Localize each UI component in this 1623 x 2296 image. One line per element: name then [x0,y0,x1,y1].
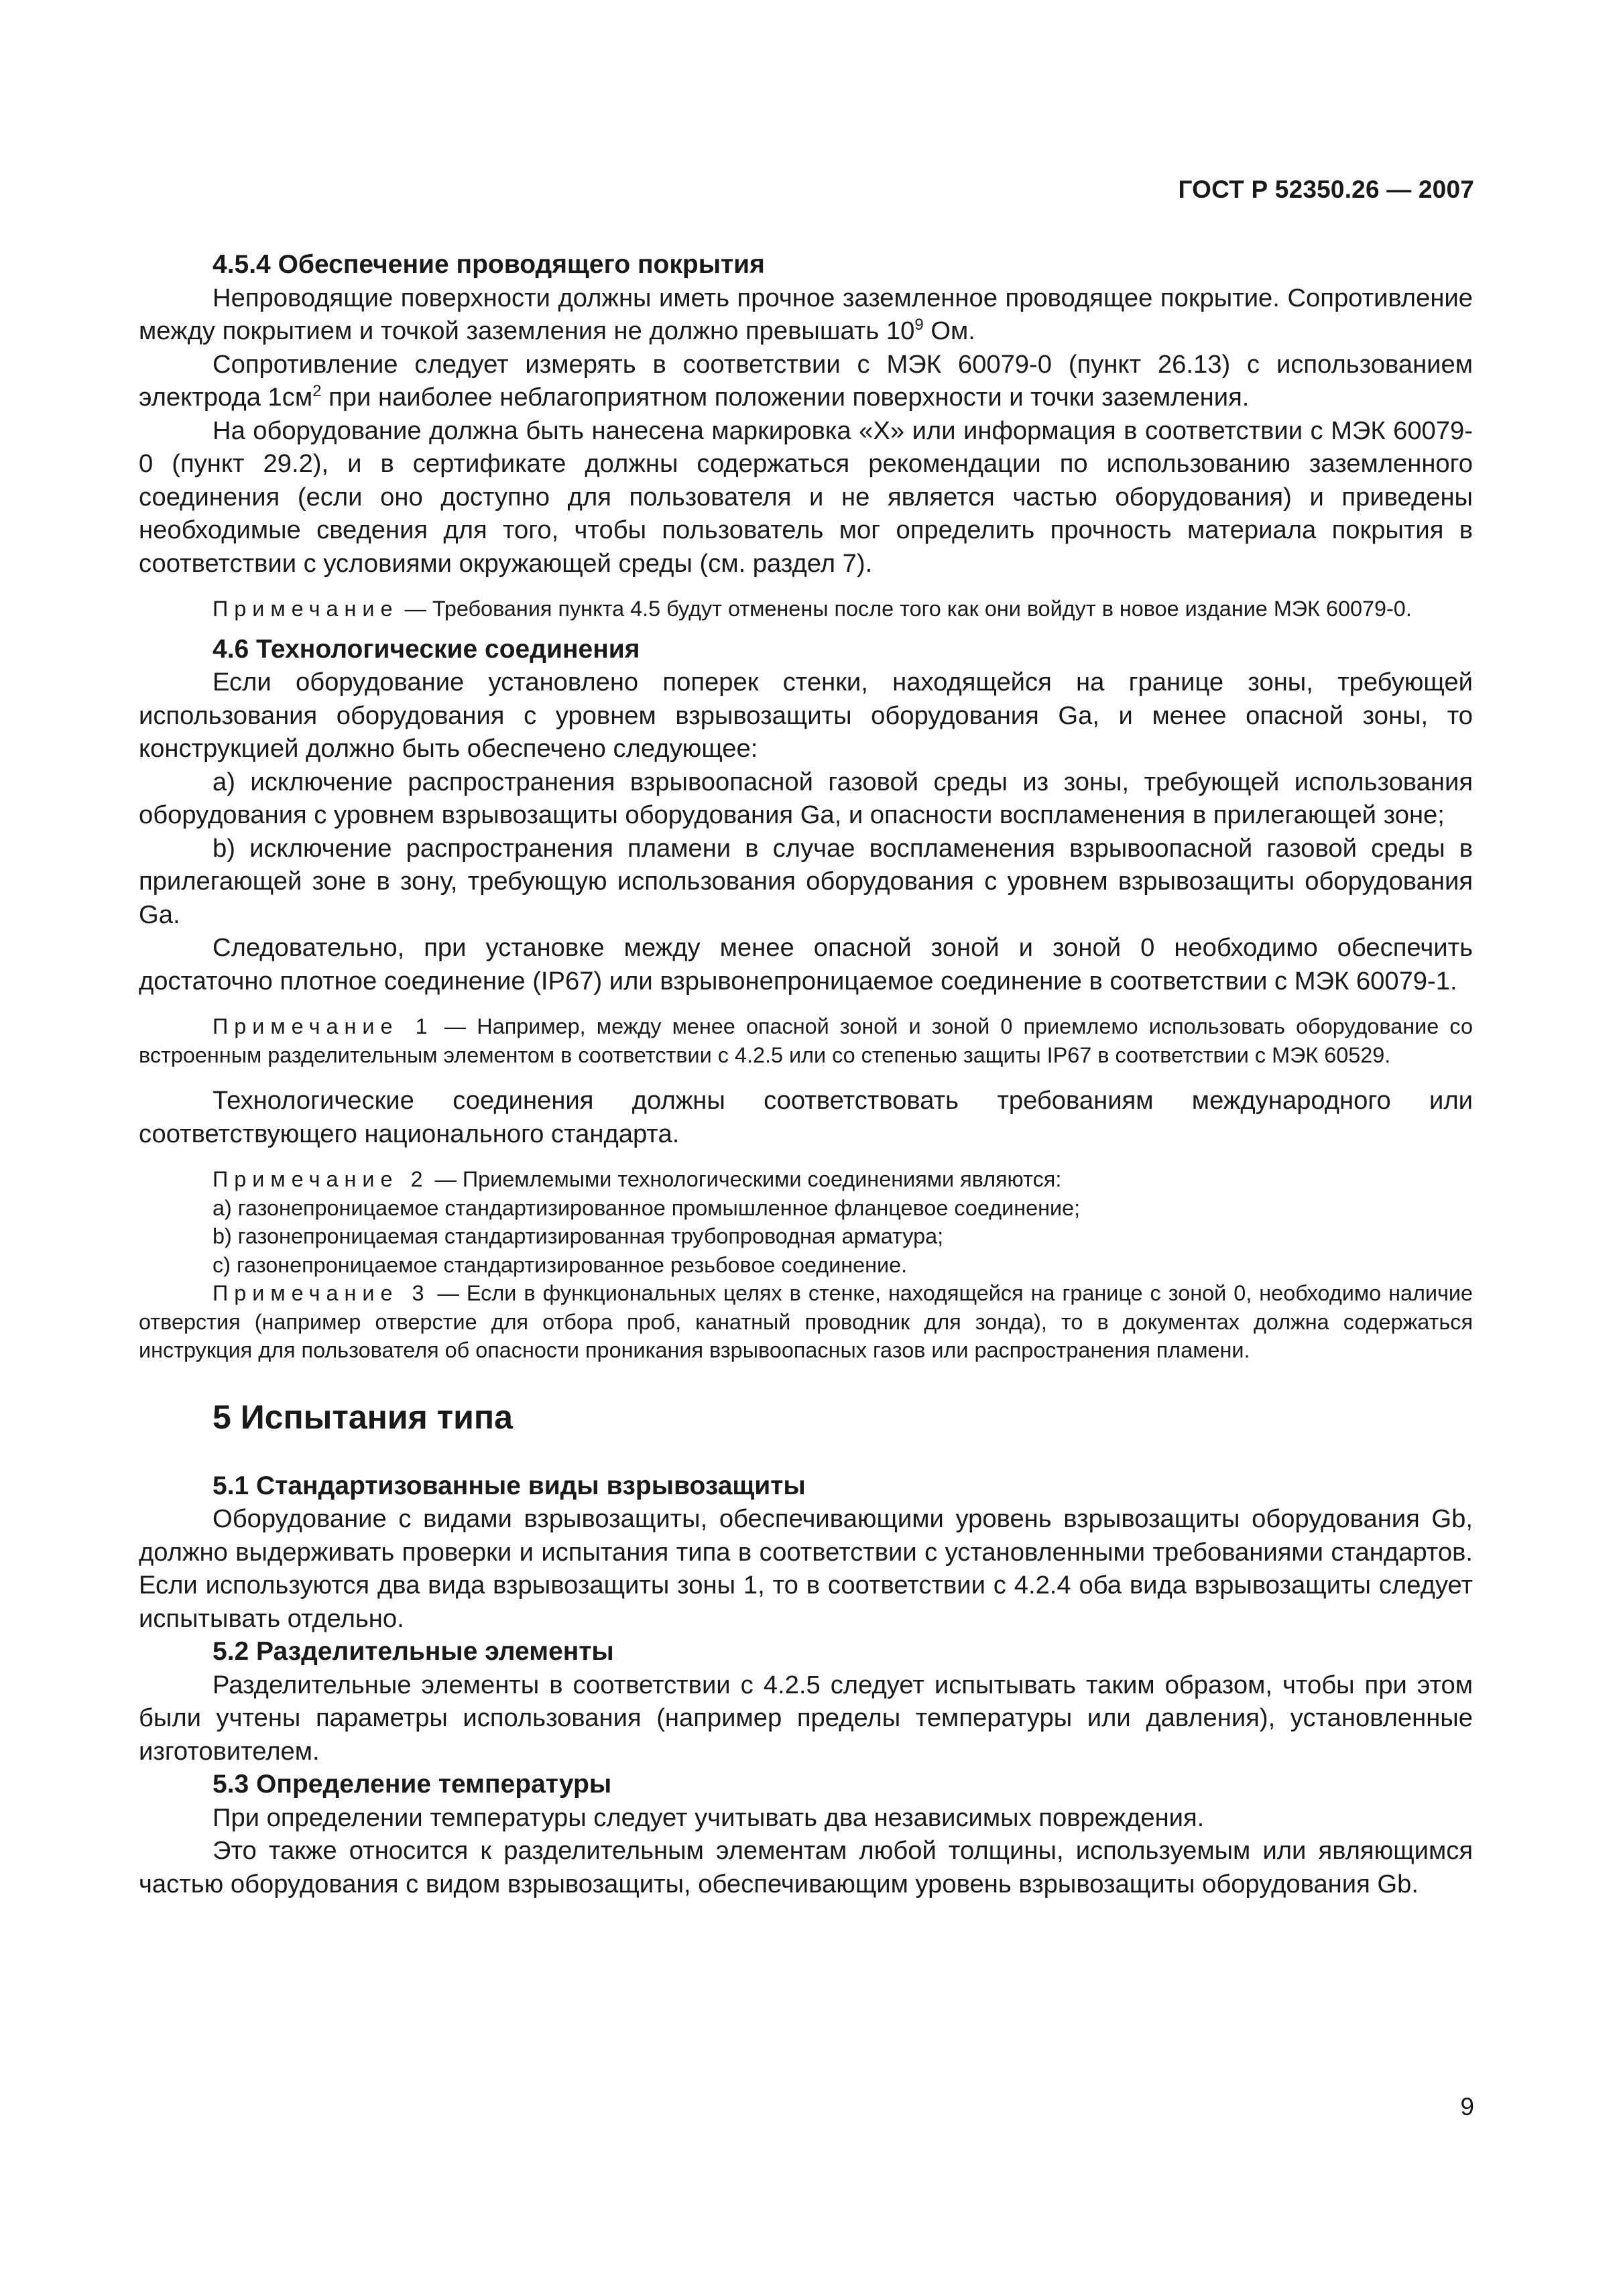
note-2-item-c: c) газонепроницаемое стандартизированное резьбовое соединение. [213,1252,908,1277]
section-5-2-title: 5.2 Разделительные элементы [213,1637,614,1666]
section-4-6-item-a: а) исключение распространения взрывоопасной газовой среды из зоны, требующей использования оборудования с уровнем взрывозащиты оборудования Ga, и опасности воспламенения в прилегающей зоне; [139,767,1473,829]
section-4-5-4-paragraph-1: Непроводящие поверхности должны иметь прочное заземленное проводящее покрытие. Сопротивление между покрытием и точкой заземления не должно превышать $10^9$ Ом. [139,283,1473,345]
note-1: Примечание 1 — Например, между менее опасной зоной и зоной 0 приемлемо использовать оборудование со встроенным разделительным элементом в соответствии с 4.2.5 или со степенью защиты IP67 в соответствии с МЭК 60529. [139,1014,1473,1067]
document-header: ГОСТ Р 52350.26 — 2007 [1178,176,1474,203]
section-4-6-title: 4.6 Технологические соединения [213,634,640,664]
section-4-6-paragraph-2: Следовательно, при установке между менее опасной зоной и зоной 0 необходимо обеспечить достаточно плотное соединение (IP67) или взрывонепроницаемое соединение в соответствии с МЭК 60079-1. [139,933,1473,995]
section-5-1-title: 5.1 Стандартизованные виды взрывозащиты [213,1471,806,1500]
section-5-title: 5 Испытания типа [213,1398,513,1436]
note-3: Примечание 3 — Если в функциональных целях в стенке, находящейся на границе с зоной 0, необходимо наличие отверстия (например отверстие для отбора проб, канатный проводник для зонда), то в документах должна содержаться инструкция для пользователя об опасности проникания взрывоопасных газов или распространения пламени. [139,1281,1473,1362]
note-2-item-b: b) газонепроницаемая стандартизированная трубопроводная арматура; [213,1224,944,1248]
section-4-5-4-paragraph-2: Сопротивление следует измерять в соответствии с МЭК 60079-0 (пункт 26.13) с использованием электрода $1см^2$ при наиболее неблагоприятном положении поверхности и точки заземления. [139,349,1473,412]
page-body [139,248,1473,1900]
section-4-6-paragraph-1: Если оборудование установлено поперек стенки, находящейся на границе зоны, требующей использования оборудования с уровнем взрывозащиты оборудования Ga, и менее опасной зоны, то конструкцией должно быть обеспечено следующее: [139,668,1473,763]
page-number: 9 [1460,2093,1474,2120]
section-5-3-title: 5.3 Определение температуры [213,1770,612,1799]
section-4-5-4-paragraph-3: На оборудование должна быть нанесена маркировка «X» или информация в соответствии с МЭК 60079-0 (пункт 29.2), и в сертификате должны содержаться рекомендации по использованию заземленного соединения (если оно доступно для пользователя и не является частью оборудования) и приведены необходимые сведения для того, чтобы пользователь мог определить прочность материала покрытия в соответствии с условиями окружающей среды (см. раздел 7). [139,416,1473,578]
note-2-item-a: a) газонепроницаемое стандартизированное промышленное фланцевое соединение; [213,1195,1081,1220]
section-5-3-paragraph-2: Это также относится к разделительным элементам любой толщины, используемым или являющимся частью оборудования с видом взрывозащиты, обеспечивающим уровень взрывозащиты оборудования Gb. [139,1836,1473,1898]
section-4-6-item-b: b) исключение распространения пламени в случае воспламенения взрывоопасной газовой среды в прилегающей зоне в зону, требующую использования оборудования с уровнем взрывозащиты оборудования Ga. [139,833,1473,929]
section-5-3-paragraph-1: При определении температуры следует учитывать два независимых повреждения. [213,1803,1205,1832]
section-4-5-4-title: 4.5.4 Обеспечение проводящего покрытия [213,250,765,279]
section-4-6-paragraph-3: Технологические соединения должны соответствовать требованиям международного или соответствующего национального стандарта. [139,1086,1473,1148]
section-5-1-paragraph: Оборудование с видами взрывозащиты, обеспечивающими уровень взрывозащиты оборудования Gb, должно выдерживать проверки и испытания типа в соответствии с установленными требованиями стандартов. Если используются два вида взрывозащиты зоны 1, то в соответствии с 4.2.4 оба вида взрывозащиты следует испытывать отдельно. [139,1504,1473,1633]
note-2: Примечание 2 — Приемлемыми технологическими соединениями являются: [213,1167,1062,1191]
note-4-5: Примечание — Требования пункта 4.5 будут отменены после того как они войдут в новое издание МЭК 60079-0. [213,597,1412,621]
section-5-2-paragraph: Разделительные элементы в соответствии с 4.2.5 следует испытывать таким образом, чтобы при этом были учтены параметры использования (например пределы температуры или давления), установленные изготовителем. [139,1670,1473,1766]
